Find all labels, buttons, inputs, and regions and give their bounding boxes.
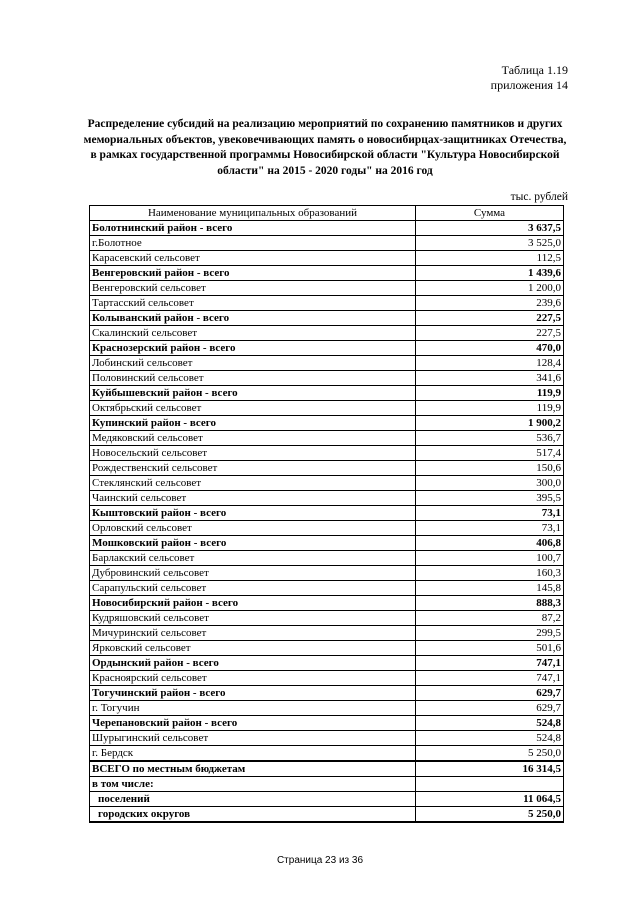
table-body <box>90 221 564 823</box>
subsidy-sum: 119,9 <box>416 401 564 416</box>
subsidy-sum <box>416 777 564 792</box>
district-row <box>90 716 564 731</box>
sub-total-row <box>90 792 564 807</box>
subsidy-sum: 629,7 <box>416 701 564 716</box>
subsidy-sum: 145,8 <box>416 581 564 596</box>
table-row <box>90 611 564 626</box>
municipality-name: Чаинский сельсовет <box>90 491 416 506</box>
table-row <box>90 236 564 251</box>
municipality-name: Барлакский сельсовет <box>90 551 416 566</box>
table-row <box>90 401 564 416</box>
municipality-name: в том числе: <box>90 777 416 792</box>
subsidy-sum: 150,6 <box>416 461 564 476</box>
municipality-name: ВСЕГО по местным бюджетам <box>90 761 416 777</box>
district-row <box>90 311 564 326</box>
municipality-name: Черепановский район - всего <box>90 716 416 731</box>
table-row <box>90 446 564 461</box>
municipality-name: Сарапульский сельсовет <box>90 581 416 596</box>
subsidy-sum: 239,6 <box>416 296 564 311</box>
table-row <box>90 671 564 686</box>
subsidy-sum: 300,0 <box>416 476 564 491</box>
table-row <box>90 431 564 446</box>
municipality-name: Мичуринский сельсовет <box>90 626 416 641</box>
table-row <box>90 581 564 596</box>
table-row <box>90 371 564 386</box>
subsidy-sum: 1 900,2 <box>416 416 564 431</box>
municipality-name: Орловский сельсовет <box>90 521 416 536</box>
total-row <box>90 761 564 777</box>
table-row <box>90 461 564 476</box>
subsidies-table <box>89 205 564 823</box>
subsidy-sum: 341,6 <box>416 371 564 386</box>
subsidy-sum: 227,5 <box>416 326 564 341</box>
municipality-name: Ярковский сельсовет <box>90 641 416 656</box>
municipality-name: Рождественский сельсовет <box>90 461 416 476</box>
subsidy-sum: 747,1 <box>416 656 564 671</box>
subsidy-sum: 395,5 <box>416 491 564 506</box>
district-row <box>90 506 564 521</box>
municipality-name: Новосибирский район - всего <box>90 596 416 611</box>
subsidy-sum: 5 250,0 <box>416 746 564 762</box>
table-caption <box>491 63 568 93</box>
municipality-name: Кыштовский район - всего <box>90 506 416 521</box>
units-label: тыс. рублей <box>510 191 568 203</box>
table-row <box>90 251 564 266</box>
municipality-name: Новосельский сельсовет <box>90 446 416 461</box>
subsidy-sum: 87,2 <box>416 611 564 626</box>
subsidy-sum: 5 250,0 <box>416 807 564 823</box>
subsidy-sum: 1 200,0 <box>416 281 564 296</box>
subsidy-sum: 160,3 <box>416 566 564 581</box>
table-row <box>90 281 564 296</box>
subsidy-sum: 73,1 <box>416 521 564 536</box>
municipality-name: Карасевский сельсовет <box>90 251 416 266</box>
subsidy-sum: 517,4 <box>416 446 564 461</box>
appendix-reference: приложения 14 <box>490 78 568 92</box>
municipality-name: Стеклянский сельсовет <box>90 476 416 491</box>
municipality-name: Дубровинский сельсовет <box>90 566 416 581</box>
municipality-name: Тогучинский район - всего <box>90 686 416 701</box>
municipality-name: Ордынский район - всего <box>90 656 416 671</box>
subsidy-sum: 16 314,5 <box>416 761 564 777</box>
municipality-name: Скалинский сельсовет <box>90 326 416 341</box>
municipality-name: Медяковский сельсовет <box>90 431 416 446</box>
subsidy-sum: 3 525,0 <box>416 236 564 251</box>
subsidy-sum: 536,7 <box>416 431 564 446</box>
subsidy-sum: 112,5 <box>416 251 564 266</box>
table-header-row <box>90 206 564 221</box>
municipality-name: Красноярский сельсовет <box>90 671 416 686</box>
municipality-name: Болотнинский район - всего <box>90 221 416 236</box>
table-row <box>90 626 564 641</box>
subsidy-sum: 119,9 <box>416 386 564 401</box>
subsidy-sum: 73,1 <box>416 506 564 521</box>
subsidy-sum: 629,7 <box>416 686 564 701</box>
municipality-name: г. Тогучин <box>90 701 416 716</box>
table-row <box>90 701 564 716</box>
table-row <box>90 476 564 491</box>
subhead-row <box>90 777 564 792</box>
municipality-name: Венгеровский сельсовет <box>90 281 416 296</box>
municipality-name: Шурыгинский сельсовет <box>90 731 416 746</box>
district-row <box>90 416 564 431</box>
municipality-name: Половинский сельсовет <box>90 371 416 386</box>
subsidy-sum: 100,7 <box>416 551 564 566</box>
document-title: Распределение субсидий на реализацию мероприятий по сохранению памятников и других мемориальных объектов, увековечивающих память о новосибирцах-защитниках Отечества, в рамках государственной программы Новосибирской области "Культура Новосибирской области" на 2015 - 2020 годы" на 2016 год <box>83 118 567 177</box>
district-row <box>90 596 564 611</box>
subsidy-sum: 3 637,5 <box>416 221 564 236</box>
subsidy-sum: 470,0 <box>416 341 564 356</box>
municipality-name: Мошковский район - всего <box>90 536 416 551</box>
municipality-name: Краснозерский район - всего <box>90 341 416 356</box>
district-row <box>90 686 564 701</box>
municipality-name: Тартасский сельсовет <box>90 296 416 311</box>
municipality-name: Куйбышевский район - всего <box>90 386 416 401</box>
municipality-name: г. Бердск <box>90 746 416 762</box>
subsidy-sum: 128,4 <box>416 356 564 371</box>
table-row <box>90 521 564 536</box>
table-row <box>90 296 564 311</box>
table-row <box>90 731 564 746</box>
table-number: Таблица 1.19 <box>501 63 568 77</box>
municipality-name: г.Болотное <box>90 236 416 251</box>
district-row <box>90 341 564 356</box>
header-municipality: Наименование муниципальных образований <box>90 206 416 221</box>
table-row <box>90 326 564 341</box>
district-row <box>90 536 564 551</box>
municipality-name: городских округов <box>90 807 416 823</box>
table-row <box>90 551 564 566</box>
municipality-name: Колыванский район - всего <box>90 311 416 326</box>
subsidy-sum: 299,5 <box>416 626 564 641</box>
table-row <box>90 641 564 656</box>
municipality-name: Лобинский сельсовет <box>90 356 416 371</box>
subsidy-sum: 524,8 <box>416 731 564 746</box>
municipality-name: поселений <box>90 792 416 807</box>
district-row <box>90 221 564 236</box>
district-row <box>90 266 564 281</box>
subsidy-sum: 406,8 <box>416 536 564 551</box>
subsidy-sum: 888,3 <box>416 596 564 611</box>
table-row <box>90 746 564 762</box>
sub-total-row <box>90 807 564 823</box>
subsidy-sum: 227,5 <box>416 311 564 326</box>
table-row <box>90 491 564 506</box>
municipality-name: Кудряшовский сельсовет <box>90 611 416 626</box>
subsidy-sum: 501,6 <box>416 641 564 656</box>
district-row <box>90 386 564 401</box>
municipality-name: Купинский район - всего <box>90 416 416 431</box>
municipality-name: Венгеровский район - всего <box>90 266 416 281</box>
subsidy-sum: 524,8 <box>416 716 564 731</box>
district-row <box>90 656 564 671</box>
page-footer: Страница 23 из 36 <box>276 855 364 866</box>
subsidy-sum: 11 064,5 <box>416 792 564 807</box>
subsidy-sum: 747,1 <box>416 671 564 686</box>
table-row <box>90 356 564 371</box>
municipality-name: Октябрьский сельсовет <box>90 401 416 416</box>
table-row <box>90 566 564 581</box>
subsidy-sum: 1 439,6 <box>416 266 564 281</box>
header-sum: Сумма <box>416 206 564 221</box>
